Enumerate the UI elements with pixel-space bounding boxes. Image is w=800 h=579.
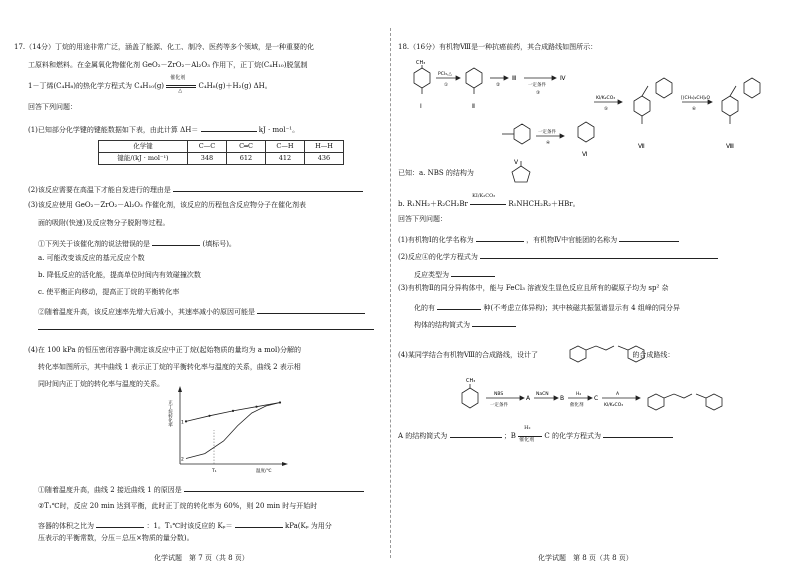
q18-sub4b: 的合成路线： — [632, 351, 675, 359]
step-1: ① — [444, 83, 449, 88]
table-cell: 412 — [266, 153, 305, 165]
q17-sub1 — [28, 124, 299, 134]
chart-series-layer — [181, 401, 281, 462]
label-VII: Ⅶ — [638, 143, 645, 150]
q17-sub4b: 转化率如图所示，其中曲线 1 表示正丁烷的平衡转化率与温度的关系，曲线 2 表示相 — [38, 363, 301, 371]
q17-sub1-text: (1)已知部分化学键的键能数据如下表，由此计算 ΔH＝ — [28, 126, 199, 134]
label-III: Ⅲ — [512, 75, 517, 82]
answer-blank[interactable] — [480, 251, 718, 259]
page-8 — [398, 0, 782, 579]
q17-sub4-2b — [38, 520, 332, 530]
conversion-chart — [160, 384, 290, 480]
q18-sub5 — [398, 425, 673, 443]
q18-sub1a: (1)有机物Ⅰ的化学名称为 — [398, 236, 474, 244]
nbs-structure — [506, 160, 536, 190]
q18-sub1b: ，有机物Ⅳ中官能团的名称为 — [526, 236, 618, 244]
step-5: ⑤ — [604, 107, 609, 112]
table-cell: 436 — [305, 153, 344, 165]
page-footer: 化学试题 第 7 页（共 8 页） — [154, 554, 249, 562]
answer-blank[interactable] — [257, 306, 365, 314]
q17-sub2-text: (2)该反应需要在高温下才能自发进行的理由是 — [28, 186, 171, 194]
q17-head: 17.（14分）丁烷的用途非常广泛，涵盖了能源、化工、制冷、医药等多个领域，是一种重要的化 — [14, 43, 315, 51]
table-cell: 348 — [188, 153, 227, 165]
reagent-6: [(CH₃)₂CH]₂O — [681, 96, 711, 101]
answer-blank[interactable] — [603, 430, 673, 438]
answer-blank[interactable] — [201, 124, 257, 132]
target-molecule — [566, 336, 660, 366]
route-reagent-nacn: NaCN — [536, 392, 549, 397]
q17-sub4c: 同时间内正丁烷的转化率与温度的关系。 — [38, 380, 164, 388]
q18-answer-prompt: 回答下列问题： — [398, 215, 447, 223]
q18-sub3a: (3)有机物Ⅱ的同分异构体中，能与 FeCl₃ 溶液发生显色反应且所有的碳原子均为 sp² 杂 — [398, 284, 669, 292]
reagent-3: 一定条件 — [528, 83, 546, 88]
q18-sub2a: (2)反应④的化学方程式为 — [398, 253, 478, 261]
chart-xlabel: 温度/℃ — [256, 469, 272, 474]
table-header-cell: C—H — [266, 141, 305, 153]
q18-sub5c: C 的化学方程式为 — [544, 432, 601, 440]
route-reagent-a: A — [616, 392, 620, 397]
route-reagent-ki: KI/K₂CO₃ — [604, 403, 624, 408]
table-cell: 612 — [227, 153, 266, 165]
q17-sub1-unit: kJ · mol⁻¹。 — [258, 126, 300, 134]
answer-blank[interactable] — [472, 319, 516, 327]
reagent-4: 一定条件 — [538, 130, 556, 135]
synthesis-route-diagram — [402, 56, 778, 170]
series-point — [232, 410, 234, 412]
q17-sub2 — [28, 184, 363, 194]
known-b-right: R₁NHCH₂R₂＋HBr。 — [508, 200, 580, 208]
q17-equation-left: 1－丁烯(C₄H₈)的热化学方程式为 C₄H₁₀(g) — [28, 82, 165, 90]
answer-blank[interactable] — [152, 238, 200, 246]
step-4: ④ — [546, 141, 551, 146]
table-header-cell: 化学键 — [99, 141, 188, 153]
answer-blank[interactable] — [451, 269, 495, 277]
q17-sub4-1 — [38, 484, 364, 494]
table-header-cell: C—C — [188, 141, 227, 153]
series-point — [208, 415, 210, 417]
arrow-condition-top: 催化剂 — [170, 75, 186, 81]
answer-blank[interactable] — [173, 184, 363, 192]
step-6: ⑥ — [692, 107, 697, 112]
reagent-1: PCl₃,△ — [438, 72, 452, 77]
q17-sub3-2-line2 — [38, 322, 374, 332]
known-b — [398, 193, 580, 208]
chart-ylabel: 正丁烷转化率 — [167, 400, 173, 427]
page-footer: 化学试题 第 8 页（共 8 页） — [538, 554, 633, 562]
route-condition: 一定条件 — [490, 403, 508, 408]
route-arrow — [518, 425, 542, 443]
q18-sub3d — [414, 319, 516, 329]
q17-sub4-2b-text: 容器的体积之比为 — [38, 522, 94, 530]
label-C: C — [594, 395, 599, 402]
route-diagram — [458, 374, 782, 424]
q18-sub4a: (4)某同学结合有机物Ⅷ的合成路线，设计了 — [398, 351, 538, 359]
q17-sub3-1 — [38, 238, 236, 248]
q17-sub4-2a: ②T₁℃时，反应 20 min 达到平衡，此时正丁烷的转化率为 60%，则 20 min 时与开始时 — [38, 502, 318, 510]
q17-sub3-1-hint: (填标号)。 — [202, 240, 236, 248]
q17-sub3b: 面的吸附(快速)及反应物分子脱附等过程。 — [38, 219, 170, 227]
ch3-label: CH₃ — [416, 60, 426, 66]
q18-sub2 — [398, 251, 718, 261]
q18-sub5a: A 的结构简式为 — [398, 432, 448, 440]
answer-blank[interactable] — [450, 430, 502, 438]
q17-sub4-2e: 压表示的平衡常数，分压＝总压×物质的量分数)。 — [38, 534, 194, 542]
route-reagent-h2: H₂ — [576, 392, 582, 397]
known-a — [398, 170, 474, 177]
molecule-I — [414, 60, 430, 110]
known-b-arrow — [470, 193, 506, 208]
option-c: c. 使平衡正向移动，提高正丁烷的平衡转化率 — [38, 288, 180, 296]
option-b: b. 降低反应的活化能，提高单位时间内有效碰撞次数 — [38, 271, 201, 279]
answer-blank[interactable] — [619, 234, 679, 242]
label-VI: Ⅵ — [582, 151, 588, 158]
arrow-h2: H₂ — [524, 425, 531, 431]
q17-sub3-1-text: ①下列关于该催化剂的说法错误的是 — [38, 240, 150, 248]
molecule-VI — [578, 122, 594, 158]
label-IV: Ⅳ — [560, 75, 566, 82]
label-V: Ⅴ — [514, 159, 519, 166]
q18-sub3b-text: 化的有 — [414, 304, 435, 312]
q17-sub3-2-text: ②随着温度升高，该反应速率先增大后减小，其速率减小的原因可能是 — [38, 308, 255, 316]
q18-sub3b — [414, 302, 680, 312]
molecule-II — [466, 68, 482, 110]
arrow-catalyst: 催化剂 — [519, 437, 535, 443]
table-row — [99, 153, 344, 165]
page-7 — [12, 0, 396, 579]
answer-blank[interactable] — [235, 520, 283, 528]
q17-sub3-2 — [38, 306, 365, 316]
q17-answer-prompt: 回答下列问题： — [28, 103, 77, 111]
molecule-VIII — [722, 78, 760, 150]
label-II: Ⅱ — [472, 103, 475, 110]
q17-sub4-2d-text: kPa(Kₚ 为用分 — [284, 522, 332, 530]
answer-blank[interactable] — [38, 322, 374, 330]
equilibrium-arrow — [166, 75, 196, 94]
q17-equation-right: C₄H₈(g)＋H₂(g) ΔH。 — [198, 82, 272, 90]
arrow-condition-bottom: △ — [178, 88, 183, 94]
label-VIII: Ⅷ — [726, 143, 734, 150]
q17-sub4-1-text: ①随着温度升高，曲线 2 接近曲线 1 的原因是 — [38, 486, 182, 494]
q17-sub3a: (3)该反应使用 GeO₂－ZrO₂－Al₂O₃ 作催化剂，该反应的历程包含反应物分子在催化剂表 — [28, 201, 307, 209]
reagent-5: KI/K₂CO₃ — [596, 96, 616, 101]
known-a-text: 已知：a. NBS 的结构为 — [398, 169, 474, 177]
q17-head2: 工原料和燃料。在金属氧化物催化剂 GeO₂－ZrO₂－Al₂O₃ 作用下，正丁烷(C₄H₁₀)脱氢制 — [28, 61, 308, 69]
molecule-VII — [634, 78, 672, 150]
route-reagent-nbs: NBS — [494, 392, 504, 397]
series-label: 1 — [181, 420, 184, 426]
chart-axes — [178, 386, 288, 466]
answer-blank[interactable] — [184, 484, 364, 492]
answer-blank[interactable] — [96, 520, 144, 528]
q17-sub4a: (4)在 100 kPa 的恒压密闭容器中测定该反应中正丁烷(起始物质的量均为 a mol)分解的 — [28, 346, 301, 354]
chart-x-tick-label: T₁ — [212, 469, 217, 474]
option-a: a. 可能改变该反应的基元反应个数 — [38, 254, 145, 262]
table-row — [99, 141, 344, 153]
q18-sub2b: 反应类型为 — [414, 271, 449, 279]
known-b-left: b. R₁NH₂＋R₂CH₂Br — [398, 200, 468, 208]
table-header-cell: C═C — [227, 141, 266, 153]
step-3: ③ — [536, 91, 541, 96]
q18-sub3c-text: 种(不考虑立体异构)；其中核磁共振氢谱显示有 4 组峰的同分异 — [483, 304, 680, 312]
q18-sub1 — [398, 234, 679, 244]
label-A: A — [526, 395, 531, 402]
label-B: B — [560, 395, 565, 402]
series-label: 2 — [181, 457, 184, 463]
answer-blank[interactable] — [437, 302, 481, 310]
q18-head: 18.（16分）有机物Ⅷ是一种抗癌前药，其合成路线如图所示： — [398, 43, 598, 51]
step-2: ② — [496, 83, 501, 88]
series-point — [255, 406, 257, 408]
q17-head3 — [28, 75, 272, 94]
label-I: Ⅰ — [420, 103, 422, 110]
bond-energy-table — [98, 140, 344, 165]
answer-blank[interactable] — [476, 234, 524, 242]
table-row-label: 键能/(kJ · mol⁻¹) — [99, 153, 188, 165]
route-catalyst: 催化剂 — [570, 403, 584, 408]
table-header-cell: H—H — [305, 141, 344, 153]
q18-sub3d-text: 构体的结构简式为 — [414, 321, 470, 329]
ch3-label: CH₃ — [466, 378, 476, 384]
series-point — [185, 420, 187, 422]
q18-sub2-type — [414, 269, 495, 279]
known-b-condition: KI/K₂CO₃ — [472, 193, 496, 199]
q18-sub5b: ；B — [503, 432, 516, 440]
q17-sub4-2c-text: ：1。T₁℃时该反应的 Kₚ＝ — [146, 522, 233, 530]
